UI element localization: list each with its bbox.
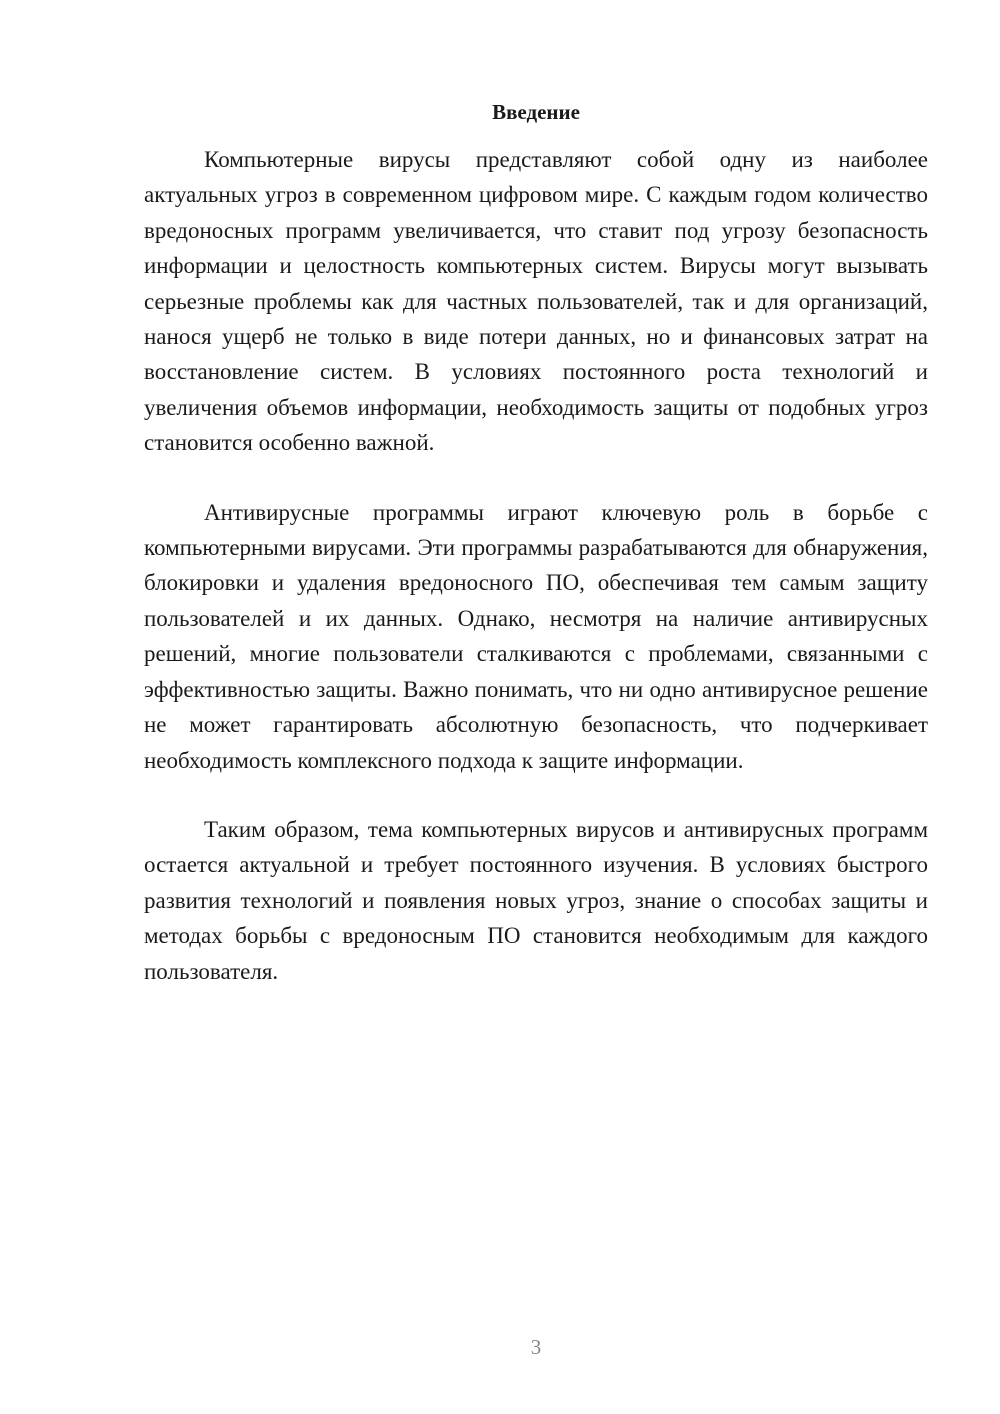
page-number: 3 (530, 1335, 542, 1359)
section-title: Введение (492, 100, 580, 124)
paragraph-2: Антивирусные программы играют ключевую роль в борьбе с компьютерными вирусами. Эти программы разрабатываются для обнаружения, блокировки и удаления вредоносного ПО, обеспечивая тем самым защиту пользователей и их данных. Однако, несмотря на наличие антивирусных решений, многие пользователи сталкиваются с проблемами, связанными с эффективностью защиты. Важно понимать, что ни одно антивирусное решение не может гарантировать абсолютную безопасность, что подчеркивает необходимость комплексного подхода к защите информации. (144, 499, 928, 773)
paragraph-1: Компьютерные вирусы представляют собой одну из наиболее актуальных угроз в современном цифровом мире. С каждым годом количество вредоносных программ увеличивается, что ставит под угрозу безопасность информации и целостность компьютерных систем. Вирусы могут вызывать серьезные проблемы как для частных пользователей, так и для организаций, нанося ущерб не только в виде потери данных, но и финансовых затрат на восстановление систем. В условиях постоянного роста технологий и увеличения объемов информации, необходимость защиты от подобных угроз становится особенно важной. (144, 147, 928, 456)
body-text (144, 142, 928, 1023)
paragraph-3: Таким образом, тема компьютерных вирусов и антивирусных программ остается актуальной и требует постоянного изучения. В условиях быстрого развития технологий и появления новых угроз, знание о способах защиты и методах борьбы с вредоносным ПО становится необходимым для каждого пользователя. (144, 816, 928, 984)
